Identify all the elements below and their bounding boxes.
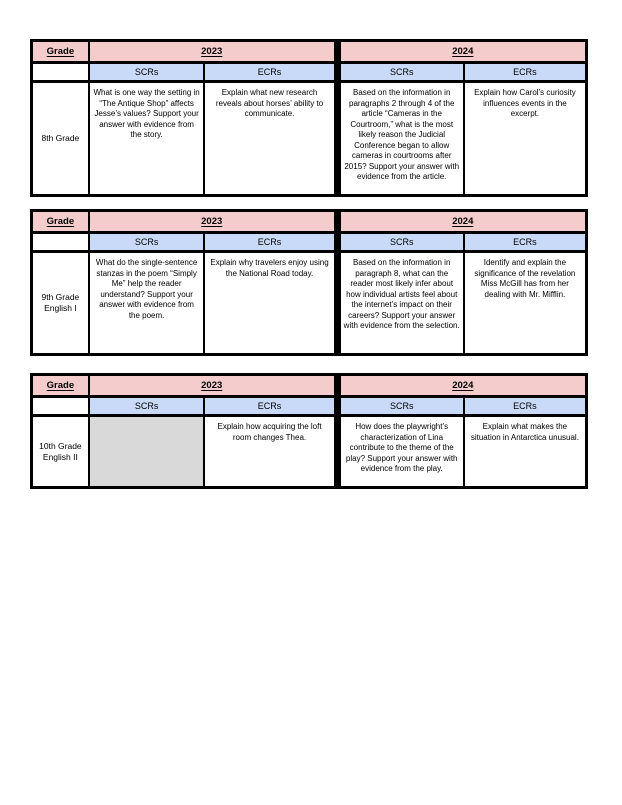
subheader-row [32,397,587,416]
header-row [32,41,587,63]
ecr-2024-question-cell: Explain how Carol’s curiosity influences events in the excerpt. [464,82,587,196]
scr-2024-column-header: SCRs [337,63,464,82]
ecr-2024-question-cell: Identify and explain the significance of the revelation Miss McGill has from her dealing with Mr. Mifflin. [464,252,587,355]
scr-2023-column-header: SCRs [89,397,205,416]
ecr-2024-column-header: ECRs [464,63,587,82]
scr-2023-empty-cell [89,416,205,488]
comparison-table-grade-8 [30,39,588,197]
grade-column-header [32,375,89,397]
scr-2024-question-cell: How does the playwright’s characterization of Lina contribute to the theme of the play? Support your answer with evidence from the play. [337,416,464,488]
grade-header-label: Grade [46,380,75,391]
header-row [32,211,587,233]
year-2023-label: 2023 [201,46,223,57]
grade-label-cell: 10th Grade English II [32,416,89,488]
year-2023-header [89,375,337,397]
comparison-table-grade-9 [30,209,588,356]
year-2023-header [89,211,337,233]
ecr-2024-question-cell: Explain what makes the situation in Antarctica unusual. [464,416,587,488]
year-2023-label: 2023 [201,380,223,391]
ecr-2023-column-header: ECRs [204,233,337,252]
year-2023-label: 2023 [201,216,223,227]
ecr-2023-question-cell: Explain why travelers enjoy using the National Road today. [204,252,337,355]
ecr-2023-column-header: ECRs [204,63,337,82]
year-2024-label: 2024 [452,380,474,391]
scr-2024-question-cell: Based on the information in paragraph 8, what can the reader most likely infer about how individual artists feel about the internet’s impact on their careers? Support your answer with evidence from the selection. [337,252,464,355]
year-2024-label: 2024 [452,46,474,57]
subheader-row [32,233,587,252]
year-2024-header [337,211,586,233]
ecr-2024-column-header: ECRs [464,397,587,416]
scr-2023-column-header: SCRs [89,233,205,252]
scr-2024-column-header: SCRs [337,233,464,252]
year-2024-header [337,375,586,397]
grade-header-label: Grade [46,46,75,57]
header-row [32,375,587,397]
grade-label-cell: 8th Grade [32,82,89,196]
year-2024-header [337,41,586,63]
ecr-2023-question-cell: Explain how acquiring the loft room changes Thea. [204,416,337,488]
table-row [32,252,587,355]
table-row [32,416,587,488]
ecr-2023-question-cell: Explain what new research reveals about horses’ ability to communicate. [204,82,337,196]
ecr-2023-column-header: ECRs [204,397,337,416]
grade-column-header [32,211,89,233]
empty-corner-cell [32,63,89,82]
year-2024-label: 2024 [452,216,474,227]
scr-2023-question-cell: What is one way the setting in “The Antique Shop” affects Jesse’s values? Support your answer with evidence from the story. [89,82,205,196]
empty-corner-cell [32,233,89,252]
scr-2023-column-header: SCRs [89,63,205,82]
grade-label-cell: 9th Grade English I [32,252,89,355]
grade-column-header [32,41,89,63]
table-row [32,82,587,196]
scr-2024-column-header: SCRs [337,397,464,416]
scr-2024-question-cell: Based on the information in paragraphs 2 through 4 of the article “Cameras in the Courtroom,” what is the most likely reason the Judicial Conference began to allow cameras in courtrooms after 2015? Support your answer with evidence from the article. [337,82,464,196]
empty-corner-cell [32,397,89,416]
ecr-2024-column-header: ECRs [464,233,587,252]
grade-header-label: Grade [46,216,75,227]
comparison-table-grade-10 [30,373,588,489]
subheader-row [32,63,587,82]
scr-2023-question-cell: What do the single-sentence stanzas in the poem “Simply Me” help the reader understand? Support your answer with evidence from the poem. [89,252,205,355]
year-2023-header [89,41,337,63]
